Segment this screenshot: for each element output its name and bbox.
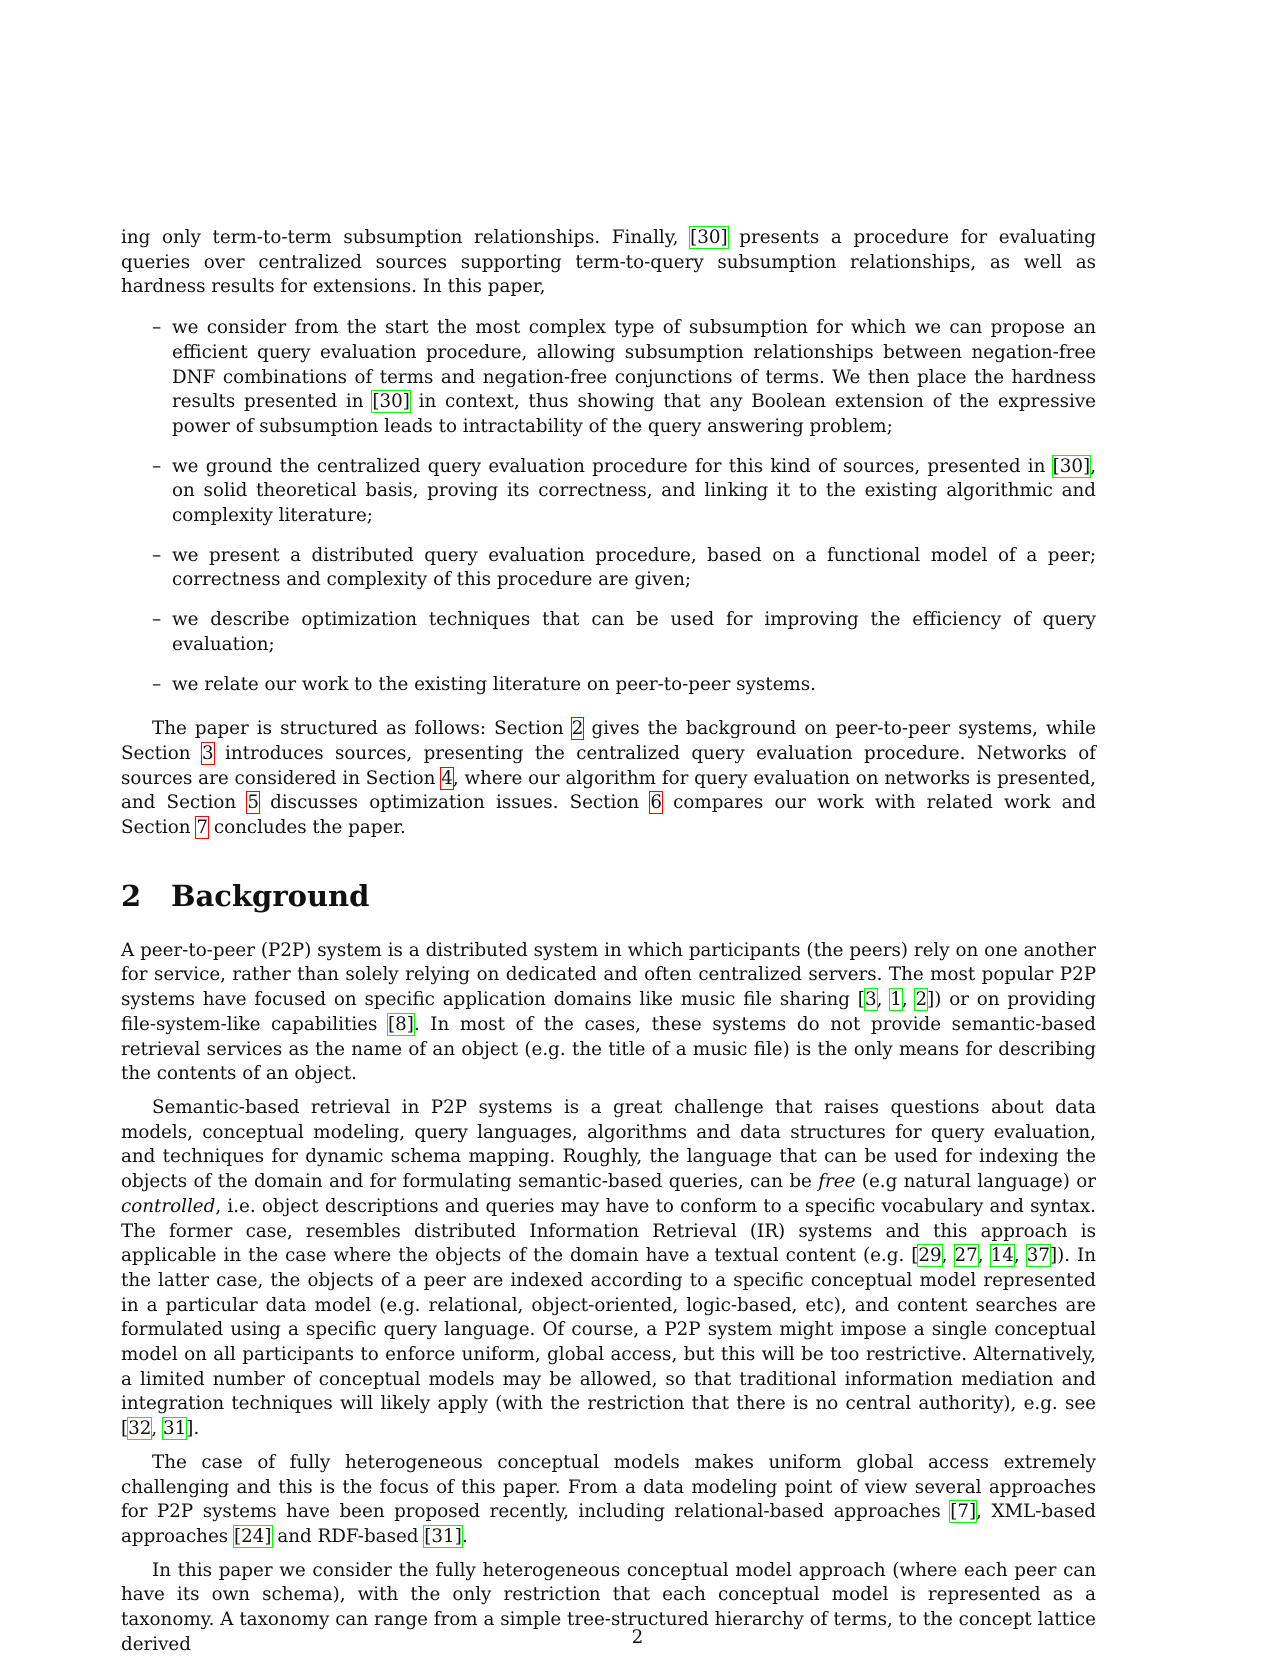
section-title: Background [171,878,370,913]
list-item [121,673,1096,698]
citation-bracket: ] [186,1418,194,1440]
emphasis-text: controlled [121,1195,216,1217]
background-paragraph-3 [121,1451,1096,1550]
paragraph-text: Semantic-based retrieval in P2P systems is a great challenge that raises questions about data models, conceptual modeling, query languages, algorithms and data structures for query evaluation, and techniques for dynamic schema mapping. Roughly, the language that can be used for indexing the objects of the domain and for formulating semantic-based queries, can be [121,1096,1096,1193]
citation-separator: , [876,989,891,1011]
list-item-text: we describe optimization techniques that can be used for improving the efficiency of query evaluation; [172,609,1096,655]
paragraph-text: introduces sources, presenting the centralized query evaluation procedure. Networks of sources are considered in Section [121,742,1096,789]
paragraph-text: . [461,1525,468,1547]
paragraph-text: The case of fully heterogeneous conceptual models makes uniform global access extremely challenging and this is the focus of this paper. From a data modeling point of view several approaches for P2P systems have been proposed recently, including relational-based approaches [121,1451,1096,1523]
section-ref-link[interactable]: 6 [650,792,662,814]
list-item [121,544,1096,593]
list-item-text: we ground the centralized query evaluation procedure for this kind of sources, presented in [172,455,1053,477]
dash-marker: – [152,673,162,695]
citation-separator: , [1013,1245,1027,1267]
background-paragraph-1 [121,939,1096,1087]
citation-bracket: [ [121,1418,129,1440]
citation-separator: , [151,1418,164,1440]
citation-separator: , [901,989,916,1011]
paragraph-text: , i.e. object descriptions and queries may have to conform to a specific vocabulary and syntax. The former case, resembles distributed Information Retrieval (IR) systems and this approach is applicable in the case where the objects of the domain have a textual content (e.g. [121,1195,1096,1267]
citation-bracket: [ [911,1245,919,1267]
section-ref-link[interactable]: 2 [571,718,584,740]
citation-link[interactable]: [24] [233,1525,272,1547]
page-body [121,226,1096,1657]
intro-paragraph [121,226,1096,300]
paragraph-text: ). In the latter case, the objects of a peer are indexed according to a specific conceptual model represented in a particular data model (e.g. relational, object-oriented, logic-based, etc), and content searches are formulated using a specific query language. Of course, a P2P system might impose a single conceptual model on all participants to enforce uniform, global access, but this will be too restrictive. Alternatively, a limited number of conceptual models may be allowed, so that traditional information mediation and integration techniques will likely apply (with the restriction that there is no central authority), e.g. see [121,1245,1097,1415]
citation-link[interactable]: 31 [163,1418,187,1440]
section-number: 2 [121,878,142,913]
paragraph-text: compares our work with related work and Section [121,792,1096,839]
paragraph-text: and RDF-based [271,1525,425,1547]
citation-bracket: ] [1049,1245,1058,1267]
citation-link[interactable]: [30] [690,227,728,248]
paragraph-text: (e.g natural language) or [855,1171,1097,1193]
list-item-text: we relate our work to the existing literature on peer-to-peer systems. [172,673,816,695]
citation-link[interactable]: [30] [1052,455,1091,477]
paragraph-text: . In most of the cases, these systems do not provide semantic-based retrieval services as the name of an object (e.g. the title of a music file) is the only means for describing the contents of an object. [121,1013,1096,1085]
citation-link[interactable]: [7] [950,1501,977,1523]
structure-paragraph [121,717,1096,841]
emphasis-text: free [818,1171,856,1193]
list-item [121,608,1096,657]
dash-marker: – [152,609,162,631]
paragraph-text: concludes the paper. [208,817,406,839]
paragraph-text: The paper is structured as follows: Section [152,718,572,740]
citation-link[interactable]: 27 [954,1245,978,1267]
list-item [121,455,1096,529]
citation-separator: , [977,1245,991,1267]
citation-link[interactable]: 37 [1026,1245,1050,1267]
citation-link[interactable]: [31] [424,1525,462,1547]
list-item-text: we present a distributed query evaluation procedure, based on a functional model of a peer; correctness and complexity of this procedure are given; [172,544,1096,591]
paragraph-text: , where our algorithm for query evaluation on networks is presented, and Section [121,767,1096,814]
section-ref-link[interactable]: 4 [441,767,453,789]
list-item-text: , on solid theoretical basis, proving its correctness, and linking it to the existing algorithmic and complexity literature; [172,455,1096,527]
dash-marker: – [152,544,162,566]
paragraph-text: discusses optimization issues. Section [258,792,651,814]
section-heading [121,879,1096,913]
page-number: 2 [631,1627,644,1648]
paragraph-text: A peer-to-peer (P2P) system is a distributed system in which participants (the peers) rely on one another for service, rather than solely relying on dedicated and often centralized servers. The most popular P2P systems have focused on specific application domains like music file sharing [ [121,939,1096,1011]
section-ref-link[interactable]: 3 [201,742,214,764]
paragraph-text: gives the background on peer-to-peer systems, while Section [121,718,1096,764]
paragraph-text: . [193,1418,200,1440]
dash-marker: – [152,455,162,477]
paragraph-text: , XML-based approaches [121,1501,1096,1547]
intro-text: presents a procedure for evaluating queries over centralized sources supporting term-to-query subsumption relationships, as well as hardness results for extensions. In this paper, [121,227,1097,298]
intro-text: ing only term-to-term subsumption relationships. Finally, [121,227,691,248]
background-paragraph-2 [121,1096,1096,1442]
paragraph-text: In this paper we consider the fully heterogeneous conceptual model approach (where each peer can have its own schema), with the only restriction that each conceptual model is represented as a taxonomy. A taxonomy can range from a simple tree-structured hierarchy of terms, to the concept lattice derived [121,1559,1096,1655]
citation-link[interactable]: 32 [128,1418,152,1440]
citation-link[interactable]: [30] [372,391,410,413]
contribution-list [121,316,1096,697]
citation-link[interactable]: 29 [918,1245,942,1267]
paragraph-text: ) or on providing file-system-like capabilities [121,989,1096,1035]
list-item-text: in context, thus showing that any Boolean extension of the expressive power of subsumption leads to intractability of the query answering problem; [172,391,1096,437]
section-ref-link[interactable]: 7 [196,817,209,839]
citation-link[interactable]: [8] [387,1013,414,1035]
list-item [121,316,1096,440]
citation-bracket: ] [927,989,935,1011]
citation-link[interactable]: 1 [890,989,902,1011]
list-item-text: we consider from the start the most complex type of subsumption for which we can propose an efficient query evaluation procedure, allowing subsumption relationships between negation-free DNF combinations of terms and negation-free conjunctions of terms. We then place the hardness results presented in [172,317,1096,413]
citation-link[interactable]: 2 [915,989,928,1011]
citation-separator: , [941,1245,955,1267]
dash-marker: – [152,317,162,339]
section-ref-link[interactable]: 5 [247,792,259,814]
citation-link[interactable]: 14 [990,1245,1014,1267]
citation-link[interactable]: 3 [864,989,877,1011]
